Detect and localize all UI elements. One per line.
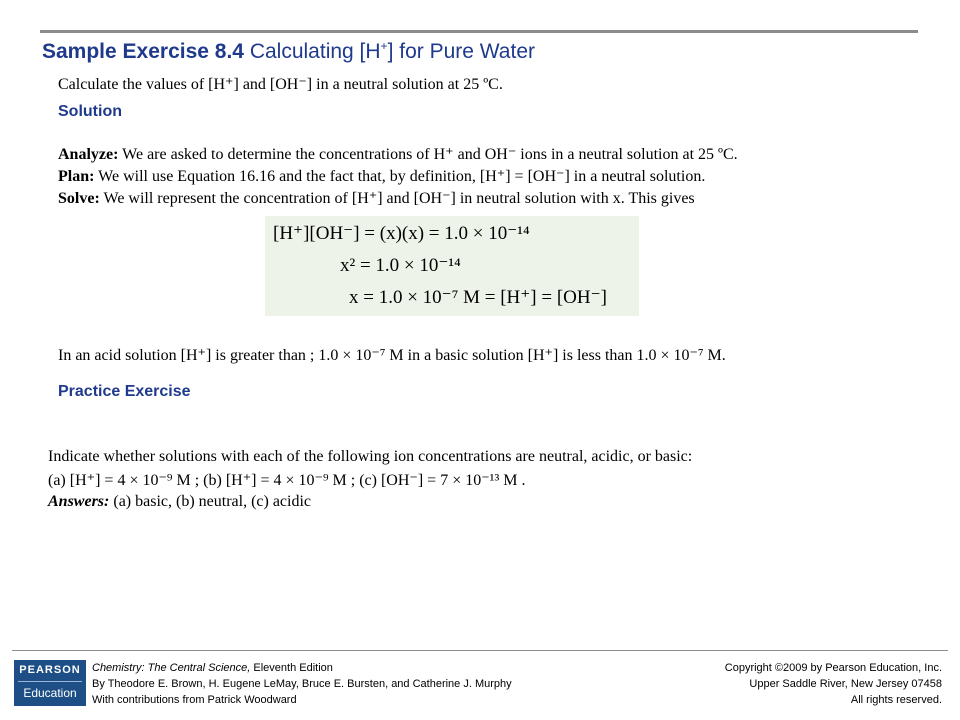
solve-text: We will represent the concentration of [H⁺] and [OH⁻] in neutral solution with x. This gives bbox=[99, 190, 695, 207]
equation-box bbox=[265, 216, 639, 316]
analyze-text: We are asked to determine the concentrations of H⁺ and OH⁻ ions in a neutral solution at 25 ºC. bbox=[118, 146, 738, 163]
footer-copyright: Copyright ©2009 by Pearson Education, Inc. bbox=[724, 662, 942, 674]
acid-basic-statement: In an acid solution [H⁺] is greater than ; 1.0 × 10⁻⁷ M in a basic solution [H⁺] is less than 1.0 × 10⁻⁷ M. bbox=[58, 347, 726, 364]
answers-label: Answers: bbox=[48, 493, 110, 510]
logo-pearson-text: PEARSON bbox=[19, 664, 81, 676]
solve-label: Solve: bbox=[58, 190, 100, 207]
footer-location: Upper Saddle River, New Jersey 07458 bbox=[749, 678, 942, 690]
practice-answers bbox=[48, 493, 311, 511]
problem-statement: Calculate the values of [H⁺] and [OH⁻] in a neutral solution at 25 ºC. bbox=[58, 76, 503, 93]
footer-contributions: With contributions from Patrick Woodward bbox=[92, 694, 297, 706]
title-text-pre: Calculating [H bbox=[243, 40, 381, 63]
footer-rights: All rights reserved. bbox=[850, 694, 942, 706]
plan-label: Plan: bbox=[58, 168, 95, 185]
footer-book-title: Chemistry: The Central Science, bbox=[92, 662, 251, 674]
equation-line-3: x = 1.0 × 10⁻⁷ M = [H⁺] = [OH⁻] bbox=[349, 287, 607, 308]
solve-line bbox=[58, 188, 695, 208]
footer-book-line bbox=[92, 662, 333, 674]
answers-text: (a) basic, (b) neutral, (c) acidic bbox=[109, 493, 312, 510]
logo-divider bbox=[18, 681, 82, 682]
practice-question: Indicate whether solutions with each of the following ion concentrations are neutral, acidic, or basic: bbox=[48, 448, 693, 465]
solution-heading: Solution bbox=[58, 103, 122, 120]
title-text-post: ] for Pure Water bbox=[387, 40, 535, 63]
logo-education-text: Education bbox=[23, 686, 77, 700]
analyze-label: Analyze: bbox=[58, 146, 119, 163]
slide-title bbox=[42, 40, 535, 64]
equation-line-1: [H⁺][OH⁻] = (x)(x) = 1.0 × 10⁻¹⁴ bbox=[273, 223, 530, 244]
practice-heading: Practice Exercise bbox=[58, 383, 191, 400]
title-superscript: + bbox=[380, 39, 388, 53]
pearson-logo bbox=[14, 660, 86, 706]
title-exercise-number: Sample Exercise 8.4 bbox=[42, 40, 244, 63]
analyze-line bbox=[58, 144, 738, 164]
practice-concentrations: (a) [H⁺] = 4 × 10⁻⁹ M ; (b) [H⁺] = 4 × 10⁻⁹ M ; (c) [OH⁻] = 7 × 10⁻¹³ M . bbox=[48, 472, 526, 489]
plan-line bbox=[58, 166, 705, 186]
equation-line-2: x² = 1.0 × 10⁻¹⁴ bbox=[340, 255, 461, 276]
footer-authors: By Theodore E. Brown, H. Eugene LeMay, Bruce E. Bursten, and Catherine J. Murphy bbox=[92, 678, 512, 690]
footer-edition: Eleventh Edition bbox=[250, 662, 333, 674]
top-rule bbox=[40, 30, 918, 33]
plan-text: We will use Equation 16.16 and the fact that, by definition, [H⁺] = [OH⁻] in a neutral solution. bbox=[94, 168, 706, 185]
footer-rule bbox=[12, 650, 948, 651]
